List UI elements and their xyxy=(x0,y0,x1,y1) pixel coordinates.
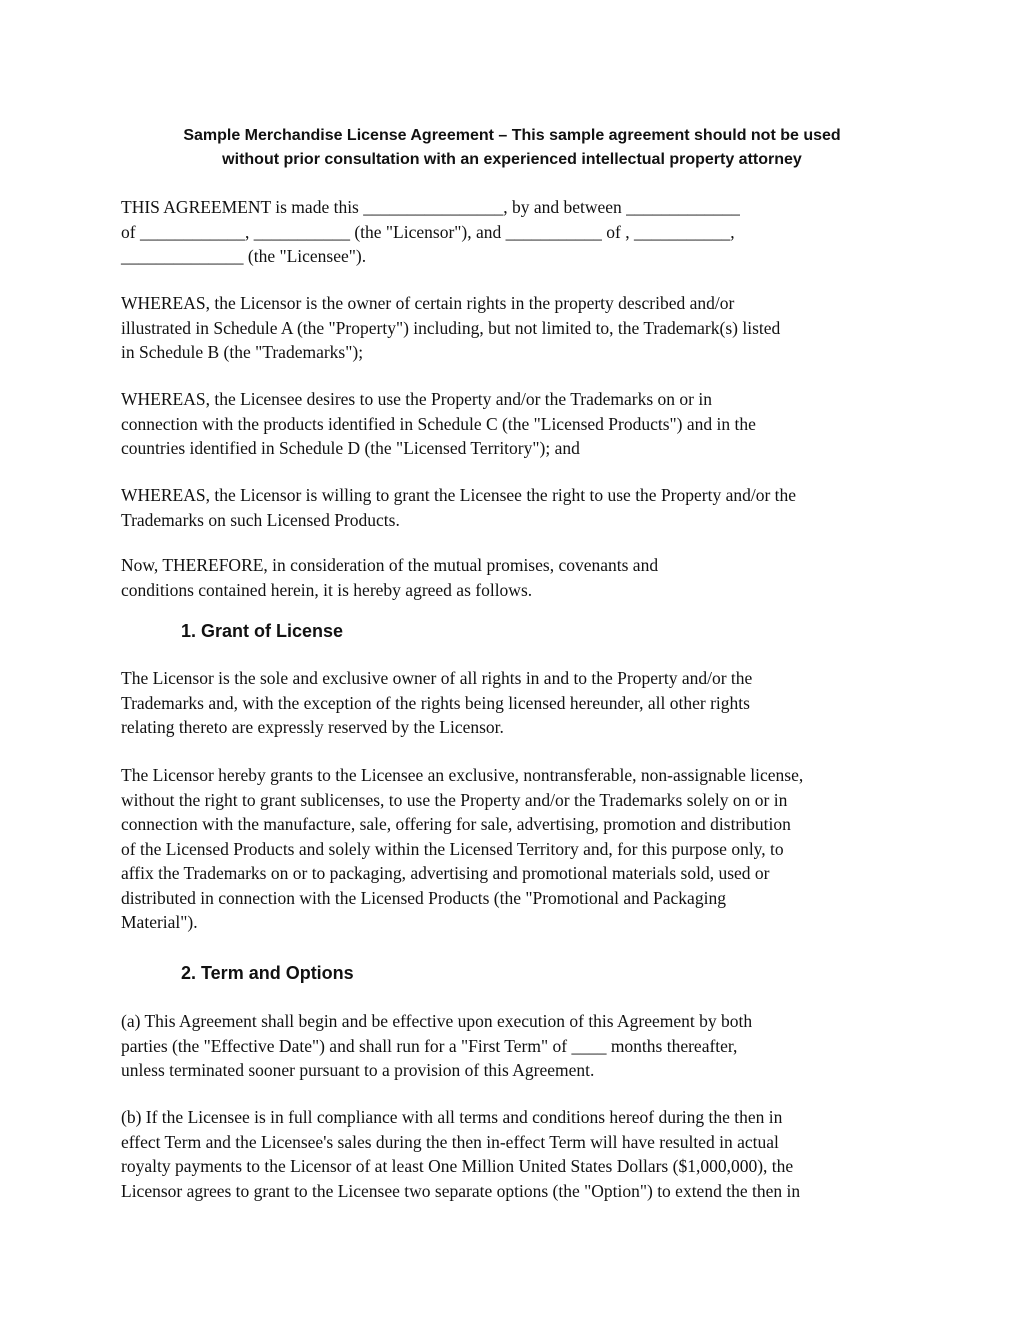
term-paragraph-a xyxy=(121,1009,752,1083)
text-line: unless terminated sooner pursuant to a provision of this Agreement. xyxy=(121,1060,595,1080)
text-line: (a) This Agreement shall begin and be effective upon execution of this Agreement by both xyxy=(121,1011,753,1031)
text-line: countries identified in Schedule D (the "Licensed Territory"); and xyxy=(121,438,580,458)
text-line: relating thereto are expressly reserved by the Licensor. xyxy=(121,717,504,737)
section-heading-grant-of-license: 1. Grant of License xyxy=(181,621,344,641)
term-paragraph-b xyxy=(121,1105,800,1203)
grant-paragraph-1 xyxy=(121,666,752,740)
document-title xyxy=(100,124,924,172)
title-line: Sample Merchandise License Agreement – This sample agreement should not be used xyxy=(183,127,841,144)
text-line: in Schedule B (the "Trademarks"); xyxy=(121,342,364,362)
title-line: without prior consultation with an experienced intellectual property attorney xyxy=(222,151,802,168)
text-line: Now, THEREFORE, in consideration of the mutual promises, covenants and xyxy=(121,555,659,575)
text-line: Trademarks on such Licensed Products. xyxy=(121,509,400,530)
text-line: WHEREAS, the Licensor is willing to grant the Licensee the right to use the Property and/or the xyxy=(121,485,797,505)
text-line: illustrated in Schedule A (the "Property") including, but not limited to, the Trademark(s) listed xyxy=(121,317,781,338)
text-line: of ____________, ___________ (the "Licensor"), and ___________ of , ___________, xyxy=(121,221,735,242)
text-line: affix the Trademarks on or to packaging, advertising and promotional materials sold, used or xyxy=(121,863,770,883)
section-heading-term-and-options: 2. Term and Options xyxy=(181,963,354,983)
whereas-paragraph-1 xyxy=(121,291,780,365)
whereas-paragraph-2 xyxy=(121,387,756,461)
text-line: conditions contained herein, it is hereby agreed as follows. xyxy=(121,579,533,600)
text-line: of the Licensed Products and solely within the Licensed Territory and, for this purpose only, to xyxy=(121,838,784,859)
intro-paragraph xyxy=(121,195,740,269)
text-line: parties (the "Effective Date") and shall run for a "First Term" of ____ months thereafter, xyxy=(121,1035,738,1056)
text-line: distributed in connection with the Licensed Products (the "Promotional and Packaging xyxy=(121,887,726,908)
therefore-paragraph xyxy=(121,553,658,602)
whereas-paragraph-3 xyxy=(121,483,796,532)
text-line: THIS AGREEMENT is made this ________________, by and between _____________ xyxy=(121,197,740,217)
text-line: (b) If the Licensee is in full compliance with all terms and conditions hereof during the then in xyxy=(121,1107,783,1127)
text-line: connection with the products identified in Schedule C (the "Licensed Products") and in the xyxy=(121,413,756,434)
text-line: The Licensor hereby grants to the Licensee an exclusive, nontransferable, non-assignable license, xyxy=(121,765,804,785)
text-line: without the right to grant sublicenses, to use the Property and/or the Trademarks solely on or in xyxy=(121,789,788,810)
text-line: connection with the manufacture, sale, offering for sale, advertising, promotion and distribution xyxy=(121,814,791,834)
text-line: WHEREAS, the Licensee desires to use the Property and/or the Trademarks on or in xyxy=(121,389,712,409)
text-line: Trademarks and, with the exception of the rights being licensed hereunder, all other rights xyxy=(121,692,750,713)
text-line: The Licensor is the sole and exclusive owner of all rights in and to the Property and/or the xyxy=(121,668,753,688)
text-line: effect Term and the Licensee's sales during the then in-effect Term will have resulted in actual xyxy=(121,1131,779,1152)
text-line: ______________ (the "Licensee"). xyxy=(121,246,367,266)
grant-paragraph-2 xyxy=(121,763,803,935)
text-line: Licensor agrees to grant to the Licensee two separate options (the "Option") to extend the then in xyxy=(121,1180,801,1201)
text-line: WHEREAS, the Licensor is the owner of certain rights in the property described and/or xyxy=(121,293,735,313)
text-line: royalty payments to the Licensor of at least One Million United States Dollars ($1,000,000), the xyxy=(121,1156,794,1176)
text-line: Material"). xyxy=(121,912,198,932)
